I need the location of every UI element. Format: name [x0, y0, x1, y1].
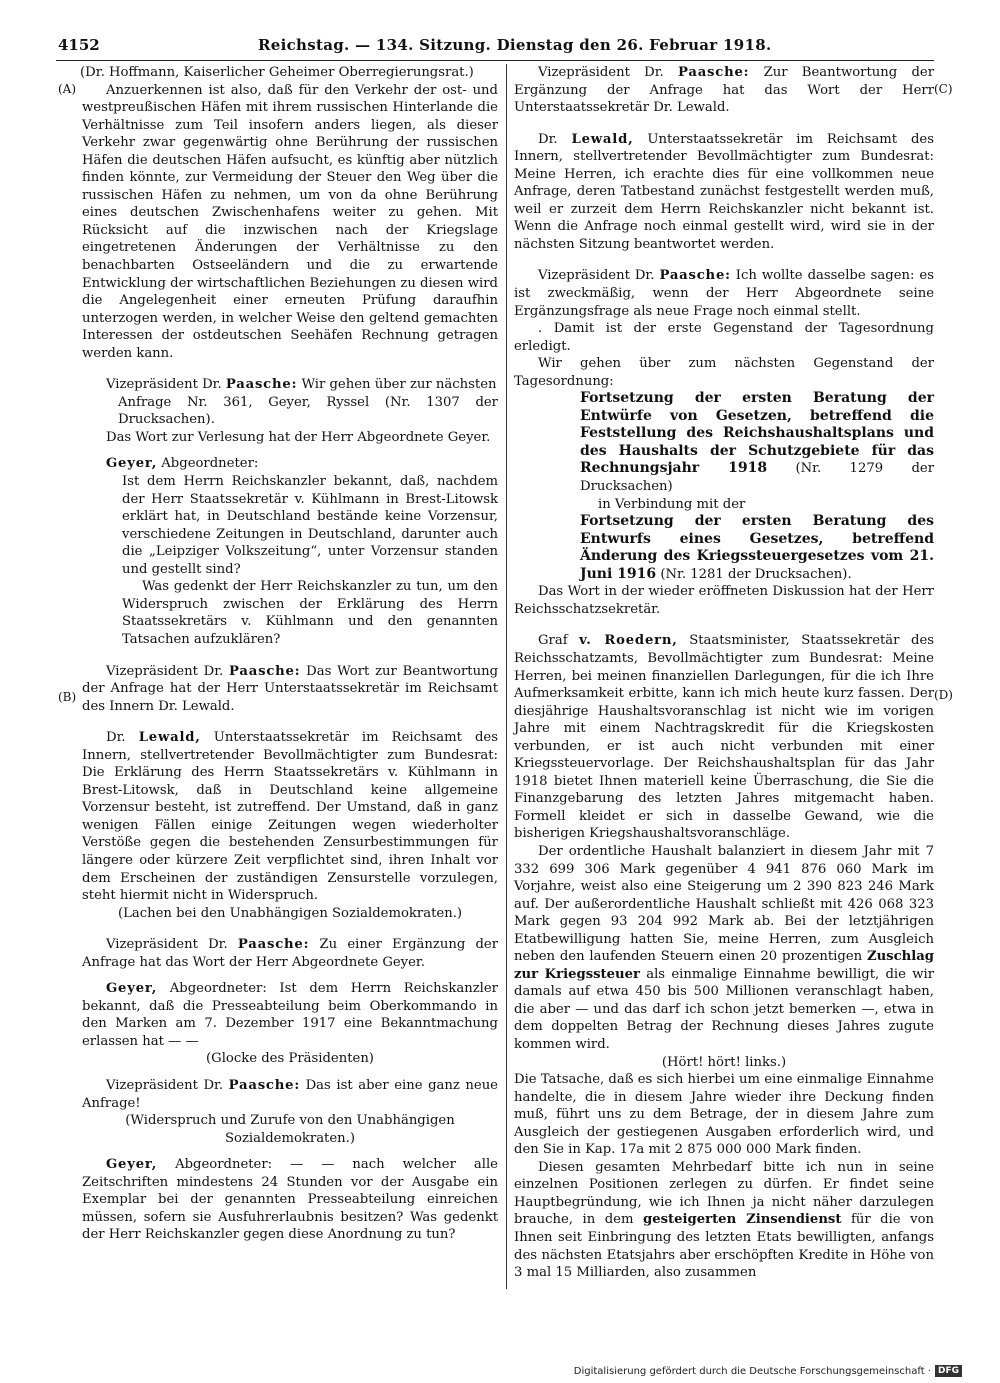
paragraph: Wir gehen über zum nächsten Gegenstand der Tagesordnung:: [514, 356, 934, 389]
question-text: Was gedenkt der Herr Reichskanzler zu tun, um den Widerspruch zwischen der Erklärung des Herrn Staatssekretärs v. Kühlmann und den genannten Tatsachen aufzuklären?: [122, 579, 498, 647]
margin-marker-a: (A): [58, 82, 77, 96]
title-text: Vizepräsident Dr.: [106, 663, 230, 679]
title-text: Vizepräsident Dr.: [538, 268, 660, 284]
paragraph: [82, 1156, 498, 1244]
speaker-name: Paasche:: [237, 937, 310, 953]
dfg-logo: DFG: [935, 1365, 962, 1377]
paragraph: [514, 1159, 934, 1282]
page-number: 4152: [58, 36, 100, 54]
paragraph: Das Wort zur Verlesung hat der Herr Abgeordnete Geyer.: [106, 429, 491, 445]
speaker-name: Geyer,: [106, 981, 158, 997]
speaker-name: Lewald,: [138, 730, 201, 746]
title-text: Dr.: [538, 131, 572, 147]
question-quote: [122, 473, 498, 648]
paragraph-text: Unterstaatssekretär im Reichsamt des Innern, stellvertretender Bevollmächtigter zum Bundesrat: Meine Herren, ich erachte dies für eine vollkommen neue Anfrage, deren Tatbestand zunächst festgestellt werden muß, weil er zurzeit dem Herrn Reichskanzler nicht bekannt ist. Wenn die Anfrage noch einmal gestellt wird, wird sie in der nächsten Sitzung beantwortet werden.: [514, 131, 935, 252]
page-header: [58, 36, 928, 58]
paragraph: Die Tatsache, daß es sich hierbei um eine einmalige Einnahme handelte, die in diesem Jahre wieder ihre Deckung finden muß, führt uns zu dem Betrage, der in diesem Jahre zum Ausgleich der gestiegenen Ausgaben erforderlich wird, und den Sie in Kap. 17a mit 2 875 000 000 Mark finden.: [514, 1072, 934, 1158]
speaker-name: Paasche:: [228, 1077, 301, 1093]
paragraph-text: Zur Beantwortung der Ergänzung der Anfrage hat das Wort der Herr Unterstaatssekretär Dr. Lewald.: [514, 65, 934, 116]
title-text: Vizepräsident Dr.: [106, 377, 226, 393]
paragraph: . Damit ist der erste Gegenstand der Tagesordnung erledigt.: [514, 321, 934, 354]
interjection: (Glocke des Präsidenten): [206, 1051, 374, 1067]
paragraph: [514, 131, 934, 254]
margin-marker-d: (D): [934, 688, 953, 702]
speaker-name: Geyer,: [106, 456, 158, 472]
paragraph-text: Zu einer Ergänzung der Anfrage hat das Wort der Herr Abgeordnete Geyer.: [82, 937, 499, 970]
paragraph: [82, 729, 498, 904]
paragraph-text: Abgeordneter: Ist dem Herrn Reichskanzler bekannt, daß die Presseabteilung beim Oberkommando in den Marken am 7. Dezember 1917 eine Bekanntmachung erlassen hat — —: [82, 981, 498, 1049]
agenda-title: Fortsetzung der ersten Beratung der Entwürfe von Gesetzen, betreffend die Feststellung des Reichshaushaltsplans und des Haushalts der Schutzgebiete für das Rechnungsjahr 1918: [580, 390, 934, 477]
title-text: Vizepräsident Dr.: [538, 65, 678, 80]
column-divider: [506, 64, 507, 1289]
speaker-name: v. Roedern,: [579, 633, 678, 649]
paragraph-text: Das ist aber eine ganz neue Anfrage!: [82, 1077, 498, 1111]
paragraph-text: Staatsminister, Staatssekretär des Reichsschatzamts, Bevollmächtigter zum Bundesrat: Meine Herren, bei meinen finanziellen Darlegungen, für die ich Ihre Aufmerksamkeit erbitte, kann ich mich heute kurz fassen. Der diesjährige Haushaltsvoranschlag ist nicht wie im vorigen Jahre mit einem Nachtragskredit für die Kriegskosten verbunden, er ist auch nicht verbunden mit einer Kriegssteuervorlage. Der Reichshaushaltsplan für das Jahr 1918 bietet Ihnen materiell keine Überraschung, die Sie die Finanzgebarung des letzten Jahres mitgemacht haben. Formell kleidet er sich in dasselbe Gewand, wie die bisherigen Kriegshaushaltsvoranschläge.: [514, 633, 935, 842]
paragraph-text: für die von Ihnen seit Einbringung des letzten Etats bewilligten, anfangs des nächsten Etatsjahrs aber erschöpften Kredite in Höhe von 3 mal 15 Milliarden, also zusammen: [514, 1212, 935, 1281]
paragraph: [82, 663, 498, 716]
speaker-caption: (Dr. Hoffmann, Kaiserlicher Geheimer Oberregierungsrat.): [80, 65, 474, 80]
interjection: (Widerspruch und Zurufe von den Unabhängigen Sozialdemokraten.): [125, 1113, 455, 1146]
emphasis-text: gesteigerten Zinsendienst: [643, 1212, 842, 1228]
agenda-title: Fortsetzung der ersten Beratung des Entwurfs eines Gesetzes, betreffend Änderung des Kriegssteuergesetzes vom 21. Juni 1916: [580, 513, 934, 582]
interjection: (Hört! hört! links.): [661, 1054, 787, 1070]
title-text: Vizepräsident Dr.: [106, 1077, 229, 1093]
digitization-footer: [574, 1365, 962, 1377]
agenda-text: [580, 513, 934, 583]
interjection: (Lachen bei den Unabhängigen Sozialdemokraten.): [117, 905, 463, 921]
paragraph: [514, 632, 934, 843]
speaker-name: Lewald,: [571, 131, 634, 147]
speaker-name: Paasche:: [678, 65, 750, 80]
agenda-connector: in Verbindung mit der: [598, 496, 746, 512]
question-text: Ist dem Herrn Reichskanzler bekannt, daß, nachdem der Herr Staatssekretär v. Kühlmann in Brest-Litowsk erklärt hat, in Deutschland bestände keine Vorzensur, verschiedene Zeitungen in Deutschland, darunter auch die „Leipziger Volkszeitung“, unter Vorzensur standen und gestellt sind?: [122, 474, 498, 577]
header-rule: [56, 60, 934, 61]
paragraph: [82, 376, 498, 394]
speaker-name: Paasche:: [229, 663, 301, 679]
margin-marker-b: (B): [58, 690, 77, 704]
agenda-reference: (Nr. 1281 der Drucksachen).: [656, 566, 852, 582]
paragraph: Das Wort in der wieder eröffneten Diskussion hat der Herr Reichsschatzsekretär.: [514, 584, 934, 617]
speaker-name: Paasche:: [659, 268, 731, 284]
title-text: Dr.: [106, 730, 139, 746]
paragraph: [82, 1077, 498, 1112]
paragraph: [82, 455, 498, 473]
agenda-item: [580, 390, 934, 583]
paragraph-text: Ich wollte dasselbe sagen: es ist zweckmäßig, wenn der Herr Abgeordnete seine Ergänzungsfrage als neue Frage noch einmal stellt.: [514, 268, 934, 319]
agenda-reference: (Nr. 1279 der Drucksachen): [580, 461, 935, 495]
emphasis-text: Zuschlag zur Kriegssteuer: [514, 949, 934, 982]
paragraph: [514, 267, 934, 320]
footer-text: Digitalisierung gefördert durch die Deutsche Forschungsgemeinschaft ·: [573, 1365, 931, 1377]
paragraph: [514, 64, 934, 117]
margin-marker-c: (C): [934, 82, 953, 96]
running-title: Reichstag. — 134. Sitzung. Dienstag den 26. Februar 1918.: [258, 36, 772, 54]
paragraph-text: Das Wort zur Beantwortung der Anfrage hat der Herr Unterstaatssekretär im Reichsamt des Innern Dr. Lewald.: [82, 663, 499, 714]
paragraph: [514, 843, 934, 1054]
paragraph-text: als einmalige Einnahme bewilligt, die wir damals auf etwa 450 bis 500 Millionen veranschlagt haben, die aber — und das darf ich schon jetzt bemerken —, etwa in dem doppelten Betrag der Rechnung dieses Jahres zugute kommen wird.: [514, 966, 935, 1052]
paragraph: [82, 980, 498, 1050]
paragraph-text: Unterstaatssekretär im Reichsamt des Innern, stellvertretender Bevollmächtigter zum Bundesrat: Die Erklärung des Herrn Staatssekretärs v. Kühlmann in Brest-Litowsk, daß in Deutschland keine allgemeine Vorzensur besteht, ist zutreffend. Der Umstand, daß in ganz wenigen Fällen einige Zeitungen wegen wiederholter Verstöße gegen die bestehenden Zensurbestimmungen für längere oder kürzere Zeit verpflichtet sind, ihren Inhalt vor dem Erscheinen der zuständigen Zensurstelle vorzulegen, steht hiermit nicht in Widerspruch.: [82, 730, 499, 904]
speaker-name: Paasche:: [225, 377, 298, 393]
title-text: Vizepräsident Dr.: [106, 937, 238, 953]
right-column: [514, 64, 934, 1282]
paragraph-text: Wir gehen über zur nächsten: [297, 377, 497, 393]
paragraph-text: Abgeordneter:: [157, 456, 259, 472]
paragraph-text: Abgeordneter: — — nach welcher alle Zeitschriften mindestens 24 Stunden vor der Ausgabe ein Exemplar bei der genannten Presseabteilung einreichen müssen, sofern sie Ausfuhrerlaubnis besitzen? Was gedenkt der Herr Reichskanzler gegen diese Anordnung zu tun?: [82, 1157, 498, 1243]
title-text: Graf: [538, 633, 580, 649]
left-column: [82, 64, 498, 1244]
paragraph-text: Der ordentliche Haushalt balanziert in diesem Jahr mit 7 332 699 306 Mark gegenüber 4 941 876 060 Mark im Vorjahre, weist also eine Steigerung um 2 390 823 246 Mark auf. Der außerordentliche Haushalt schließt mit 426 068 323 Mark gegen 93 204 992 Mark ab. Bei der letztjährigen Etatbewilligung hatten Sie, meine Herren, zum Ausgleich neben den laufenden Steuern einen 20 prozentigen: [514, 843, 934, 965]
paragraph: [82, 936, 498, 971]
agenda-text: [580, 390, 934, 495]
speaker-name: Geyer,: [106, 1157, 158, 1173]
paragraph-text: Diesen gesamten Mehrbedarf bitte ich nun in seine einzelnen Positionen zerlegen zu dürfen. Er findet seine Hauptbegründung, wie ich Ihnen ja nicht näher darzulegen brauche, in dem: [514, 1159, 934, 1228]
paragraph: Anzuerkennen ist also, daß für den Verkehr der ost- und westpreußischen Häfen mit ihrem russischen Hinterlande die Verhältnisse zum Teil insofern anders liegen, als dieser Verkehr zwar gegenwärtig ohne Berührung der russischen Häfen die deutschen Häfen aufsucht, es künftig aber nützlich finden könnte, zur Vermeidung der Steuer den Weg über die russischen Häfen zu nehmen, um von da ohne Berührung eines deutschen Zwischenhafens weiter zu gehen. Mit Rücksicht auf die inzwischen nach der Kriegslage eingetretenen Änderungen der Verhältnisse zu den benachbarten Ostseeländern und die zu erwartende Entwicklung der wirtschaftlichen Beziehungen zu diesen wird die Angelegenheit einer erneuten Prüfung daraufhin unterzogen werden, in welcher Weise den geltend gemachten Interessen der ostdeutschen Seehäfen Rechnung getragen werden kann.: [82, 82, 498, 361]
anfrage-reference: Anfrage Nr. 361, Geyer, Ryssel (Nr. 1307 der Drucksachen).: [118, 394, 498, 428]
